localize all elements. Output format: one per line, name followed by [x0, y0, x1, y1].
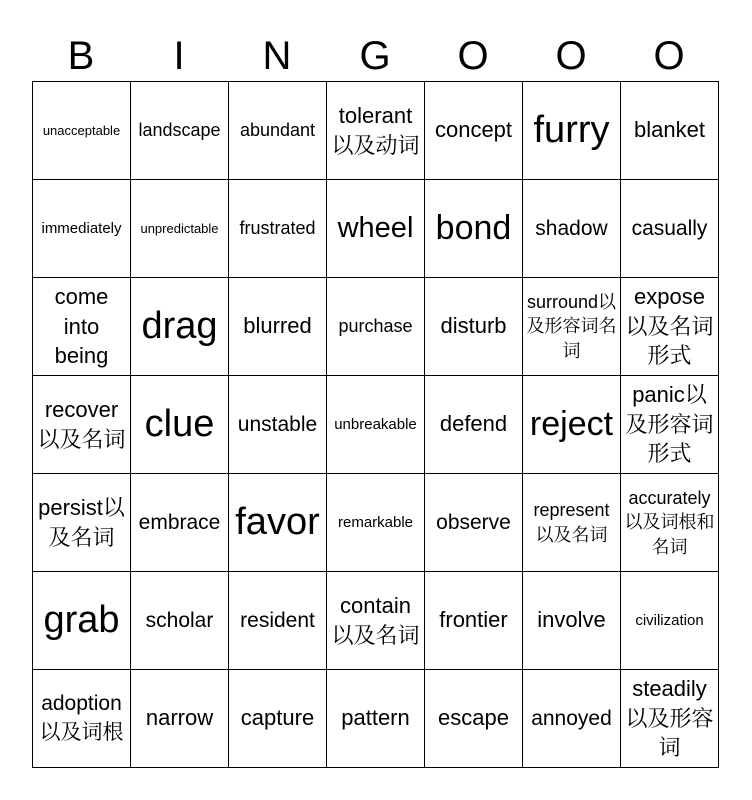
- bingo-cell[interactable]: immediately: [33, 180, 131, 278]
- bingo-cell[interactable]: landscape: [131, 82, 229, 180]
- bingo-cell[interactable]: resident: [229, 572, 327, 670]
- bingo-cell[interactable]: bond: [425, 180, 523, 278]
- bingo-cell[interactable]: purchase: [327, 278, 425, 376]
- bingo-cell[interactable]: escape: [425, 670, 523, 768]
- bingo-cell[interactable]: civilization: [621, 572, 719, 670]
- bingo-cell[interactable]: accurately以及词根和名词: [621, 474, 719, 572]
- bingo-cell[interactable]: unbreakable: [327, 376, 425, 474]
- bingo-cell[interactable]: defend: [425, 376, 523, 474]
- bingo-cell[interactable]: frontier: [425, 572, 523, 670]
- header-letter-b: B: [67, 34, 95, 78]
- bingo-cell[interactable]: capture: [229, 670, 327, 768]
- bingo-board: [32, 81, 719, 768]
- bingo-cell[interactable]: panic以及形容词形式: [621, 376, 719, 474]
- bingo-cell[interactable]: steadily以及形容词: [621, 670, 719, 768]
- bingo-cell[interactable]: unacceptable: [33, 82, 131, 180]
- bingo-cell[interactable]: reject: [523, 376, 621, 474]
- bingo-cell[interactable]: blanket: [621, 82, 719, 180]
- bingo-cell[interactable]: clue: [131, 376, 229, 474]
- bingo-cell[interactable]: drag: [131, 278, 229, 376]
- bingo-cell[interactable]: contain以及名词: [327, 572, 425, 670]
- bingo-cell[interactable]: shadow: [523, 180, 621, 278]
- bingo-cell[interactable]: casually: [621, 180, 719, 278]
- bingo-cell[interactable]: represent以及名词: [523, 474, 621, 572]
- header-letter-n: N: [262, 34, 292, 78]
- bingo-cell[interactable]: involve: [523, 572, 621, 670]
- bingo-cell[interactable]: annoyed: [523, 670, 621, 768]
- bingo-cell[interactable]: come into being: [33, 278, 131, 376]
- bingo-cell[interactable]: embrace: [131, 474, 229, 572]
- bingo-cell[interactable]: furry: [523, 82, 621, 180]
- bingo-cell[interactable]: wheel: [327, 180, 425, 278]
- header-letter-o2: O: [555, 34, 587, 78]
- bingo-cell[interactable]: surround以及形容词名词: [523, 278, 621, 376]
- bingo-cell[interactable]: scholar: [131, 572, 229, 670]
- bingo-cell[interactable]: remarkable: [327, 474, 425, 572]
- bingo-cell[interactable]: favor: [229, 474, 327, 572]
- bingo-cell[interactable]: concept: [425, 82, 523, 180]
- bingo-cell[interactable]: expose以及名词形式: [621, 278, 719, 376]
- bingo-cell[interactable]: blurred: [229, 278, 327, 376]
- bingo-cell[interactable]: observe: [425, 474, 523, 572]
- bingo-cell[interactable]: recover以及名词: [33, 376, 131, 474]
- header-letter-o: O: [457, 34, 489, 78]
- bingo-cell[interactable]: pattern: [327, 670, 425, 768]
- bingo-cell[interactable]: frustrated: [229, 180, 327, 278]
- bingo-cell[interactable]: abundant: [229, 82, 327, 180]
- bingo-cell[interactable]: persist以及名词: [33, 474, 131, 572]
- bingo-cell[interactable]: disturb: [425, 278, 523, 376]
- bingo-header: [32, 30, 720, 82]
- bingo-cell[interactable]: unstable: [229, 376, 327, 474]
- bingo-cell[interactable]: tolerant以及动词: [327, 82, 425, 180]
- bingo-cell[interactable]: unpredictable: [131, 180, 229, 278]
- header-letter-g: G: [359, 34, 391, 78]
- bingo-cell[interactable]: adoption以及词根: [33, 670, 131, 768]
- bingo-cell[interactable]: grab: [33, 572, 131, 670]
- header-letter-o3: O: [653, 34, 685, 78]
- header-letter-i: I: [173, 34, 185, 78]
- bingo-cell[interactable]: narrow: [131, 670, 229, 768]
